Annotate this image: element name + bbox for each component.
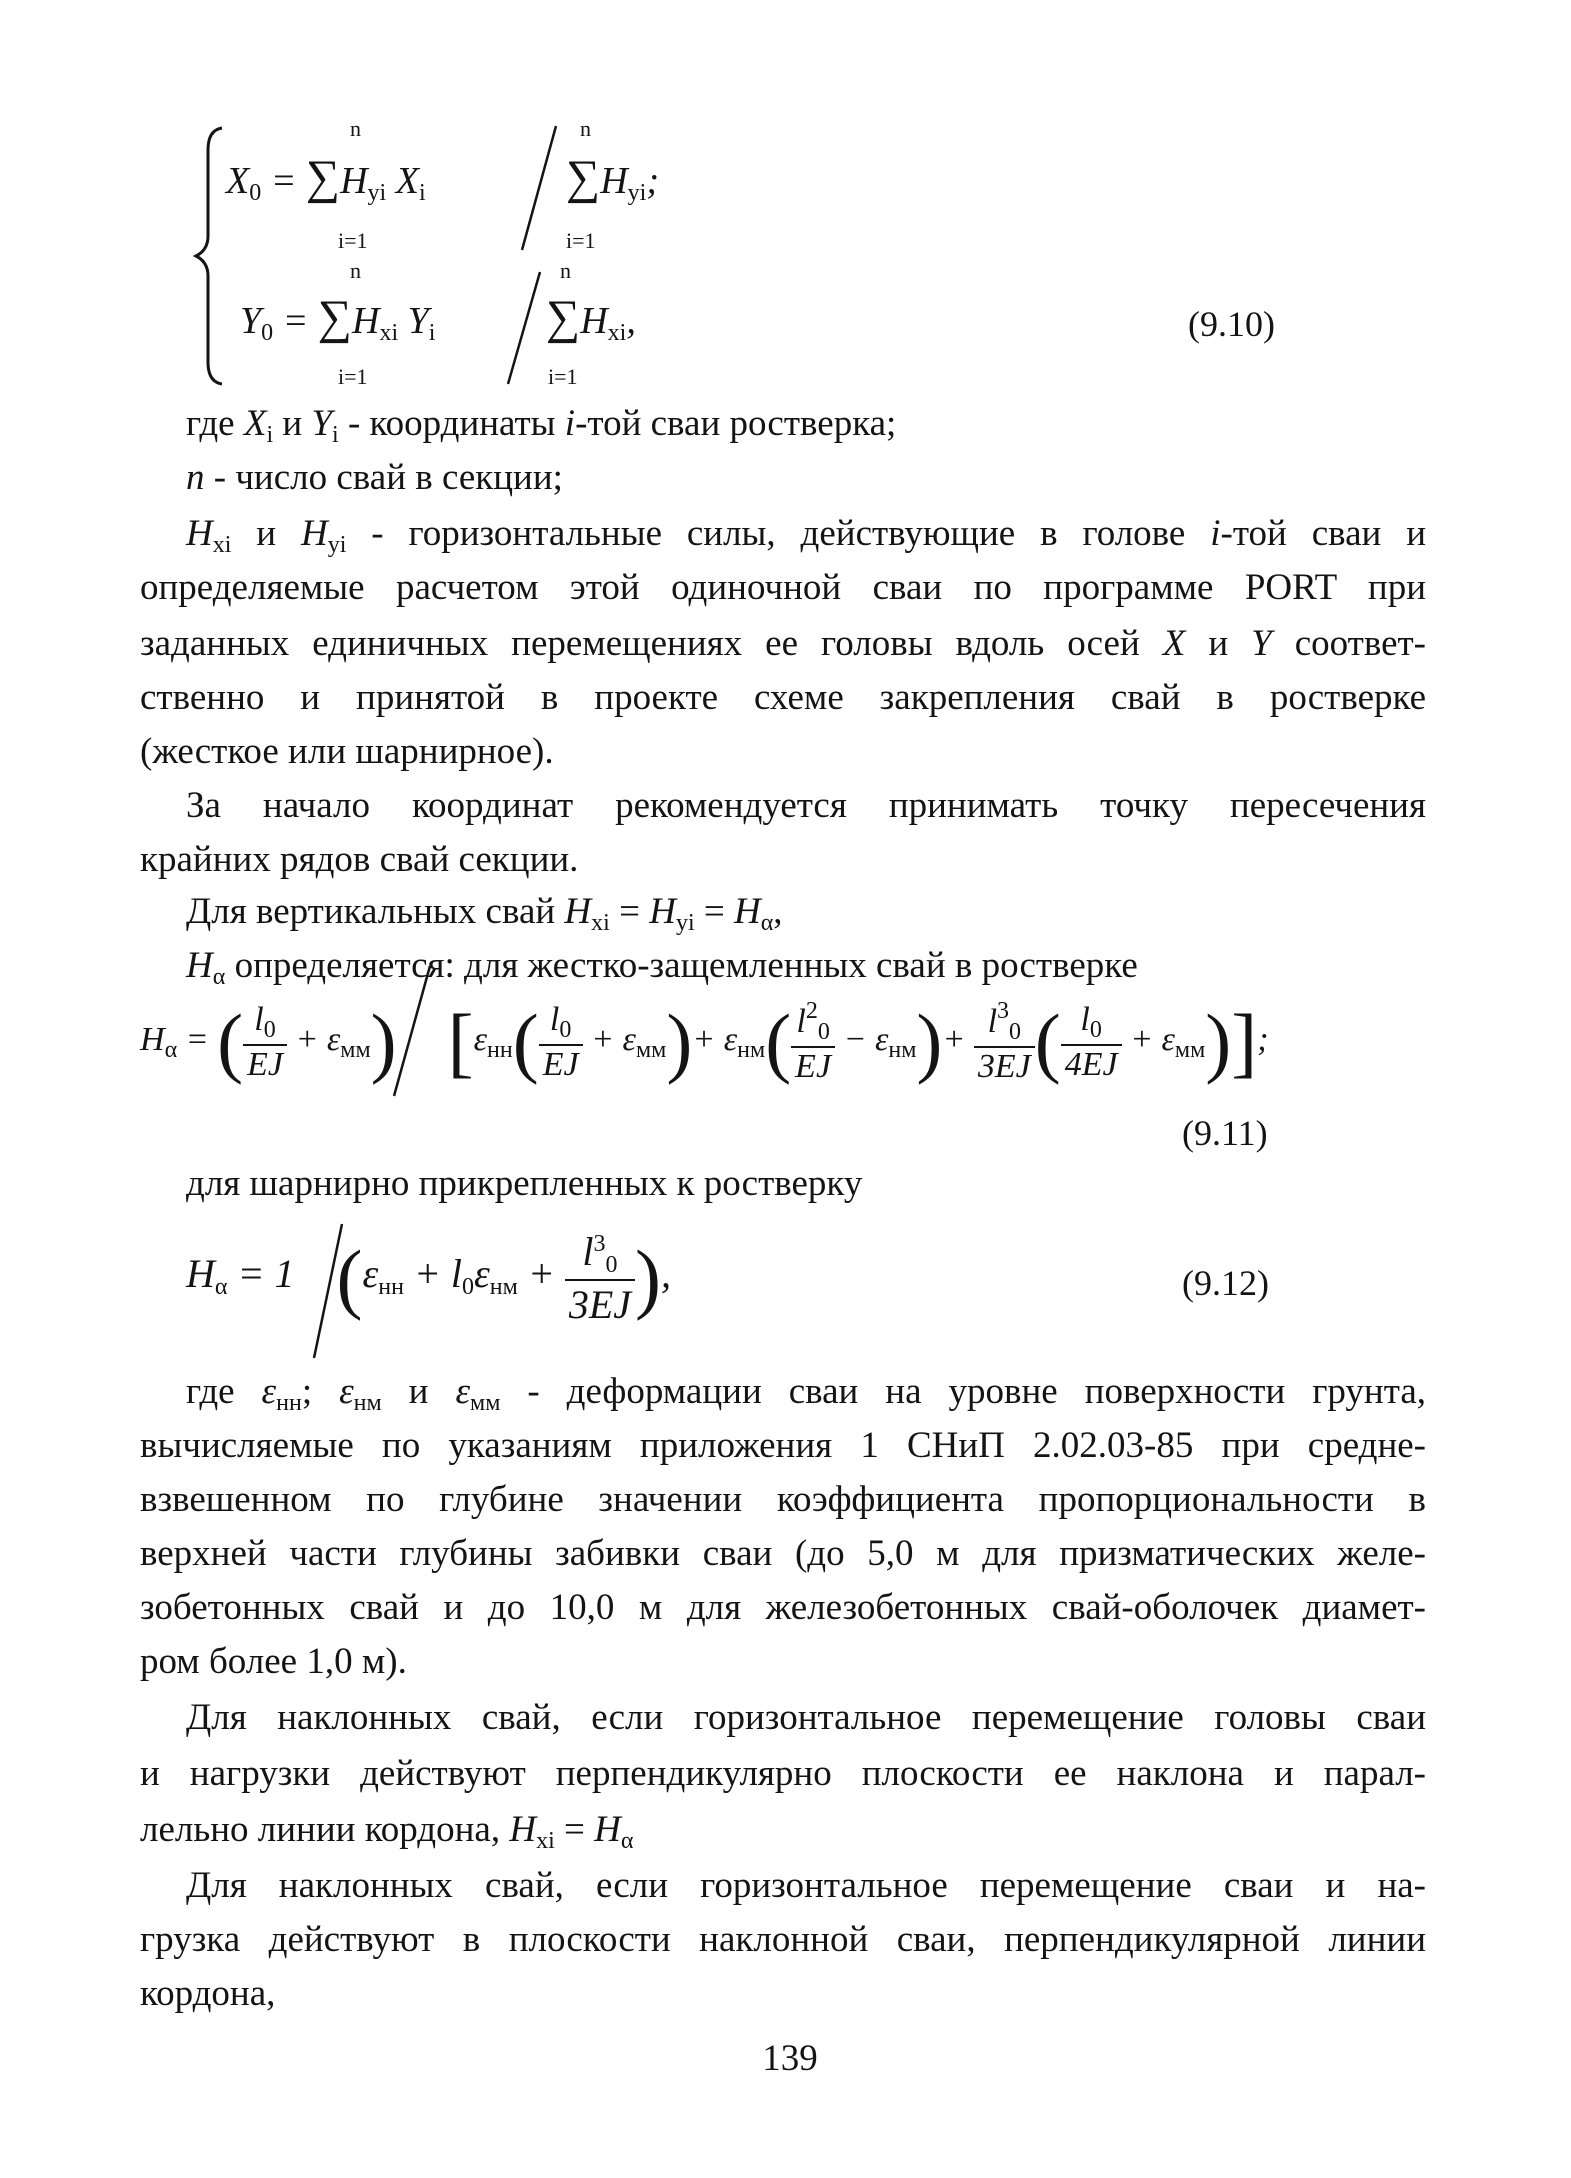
sum-upper-limit: n — [350, 116, 361, 141]
sum-lower-limit: i=1 — [338, 228, 368, 253]
sum-upper-limit: n — [350, 258, 361, 283]
division-slash-2 — [508, 272, 540, 384]
inclined1-line-3: лельно линии кордона, $H_{xi} = H_\alpha$ — [140, 1809, 634, 1854]
equation-9-11: $H_\alpha$ = ( $\frac{l_0}{EJ}$ + $\varepsilon_{мм}$) [$\varepsilon_{нн}$( $\frac{l_0}{EJ}$ + $\varepsilon_{мм})+ \varepsilon_{нм}$( $\frac{l^2_0}{EJ}$ − $\varepsilon_{нм})+$ $\frac{l^3_0}{3EJ}$ ( $\frac{l_0}{4EJ}$ + $\varepsilon_{мм}$)]; — [140, 998, 1269, 1085]
equation-number-9-11: (9.11) — [1182, 1113, 1268, 1153]
where-coordinates-line: где $X_i$ и $Y_i$ - координаты i-той сваи ростверка; — [186, 403, 897, 448]
h-paragraph-line-3: заданных единичных перемещениях ее головы вдоль осей X и Y соответ- — [140, 623, 1426, 664]
sum-lower-limit: i=1 — [548, 364, 578, 389]
equation-number-9-10: (9.10) — [1188, 304, 1275, 344]
deform-paragraph-line-4: верхней части глубины забивки сваи (до 5,0 м для призматических желе- — [140, 1533, 1426, 1574]
curly-brace-left — [196, 128, 222, 384]
h-paragraph-line-4: ственно и принятой в проекте схеме закрепления свай в ростверке — [140, 677, 1426, 718]
defined-line: $H_\alpha$ определяется: для жестко-защемленных свай в ростверке — [186, 945, 1138, 990]
origin-paragraph-line-2: крайних рядов свай секции. — [140, 839, 579, 880]
deform-paragraph-line-2: вычисляемые по указаниям приложения 1 СНиП 2.02.03-85 при средне- — [140, 1425, 1426, 1466]
page-number: 139 — [762, 2038, 818, 2079]
division-slash-1 — [522, 126, 556, 250]
inclined2-line-3: кордона, — [140, 1973, 276, 2014]
equation-9-12: $H_\alpha = 1$ ($\varepsilon_{нн} + l_0\varepsilon_{нм}$ + $\frac{l^3_0}{3EJ}$ ), — [186, 1229, 671, 1327]
origin-paragraph-line-1: За начало координат рекомендуется принимать точку пересечения — [186, 785, 1426, 826]
deform-paragraph-line-6: ром более 1,0 м). — [140, 1641, 407, 1682]
inclined1-line-2: и нагрузки действуют перпендикулярно плоскости ее наклона и парал- — [140, 1753, 1426, 1794]
sum-lower-limit: i=1 — [566, 228, 596, 253]
sum-lower-limit: i=1 — [338, 364, 368, 389]
n-definition-line: n - число свай в секции; — [186, 457, 563, 498]
deform-paragraph-line-3: взвешенном по глубине значении коэффициента пропорциональности в — [140, 1479, 1426, 1520]
sum-upper-limit: n — [580, 116, 591, 141]
sum-upper-limit: n — [560, 258, 571, 283]
vertical-piles-line: Для вертикальных свай $H_{xi} = H_{yi} = H_\alpha$, — [186, 891, 783, 936]
eq-9-10-line-1-denominator: $\sum H_{yi}$; — [566, 151, 659, 206]
h-paragraph-line-1: $H_{xi}$ и $H_{yi}$ - горизонтальные силы, действующие в голове i-той сваи и — [186, 513, 1426, 558]
eq-9-10-line-1: $X_0 = \sum H_{yi}$ $X_i$ — [226, 151, 426, 206]
deform-paragraph-line-1: где $\varepsilon_{нн}$; $\varepsilon_{нм}$ и $\varepsilon_{мм}$ - деформации сваи на уровне поверхности грунта, — [186, 1371, 1426, 1416]
inclined2-line-1: Для наклонных свай, если горизонтальное перемещение сваи и на- — [186, 1865, 1426, 1906]
inclined2-line-2: грузка действуют в плоскости наклонной сваи, перпендикулярной линии — [140, 1919, 1426, 1960]
eq-9-10-line-2-denominator: $\sum H_{xi}$, — [546, 291, 636, 346]
eq-9-10-line-2: $Y_0 = \sum H_{xi}$ $Y_i$ — [240, 291, 436, 346]
hinged-line: для шарнирно прикрепленных к ростверку — [186, 1163, 863, 1204]
deform-paragraph-line-5: зобетонных свай и до 10,0 м для железобетонных свай-оболочек диамет- — [140, 1587, 1426, 1628]
inclined1-line-1: Для наклонных свай, если горизонтальное перемещение головы сваи — [186, 1697, 1426, 1738]
equation-number-9-12: (9.12) — [1182, 1263, 1269, 1303]
h-paragraph-line-2: определяемые расчетом этой одиночной сваи по программе PORT при — [140, 567, 1426, 608]
h-paragraph-line-5: (жесткое или шарнирное). — [140, 731, 554, 772]
